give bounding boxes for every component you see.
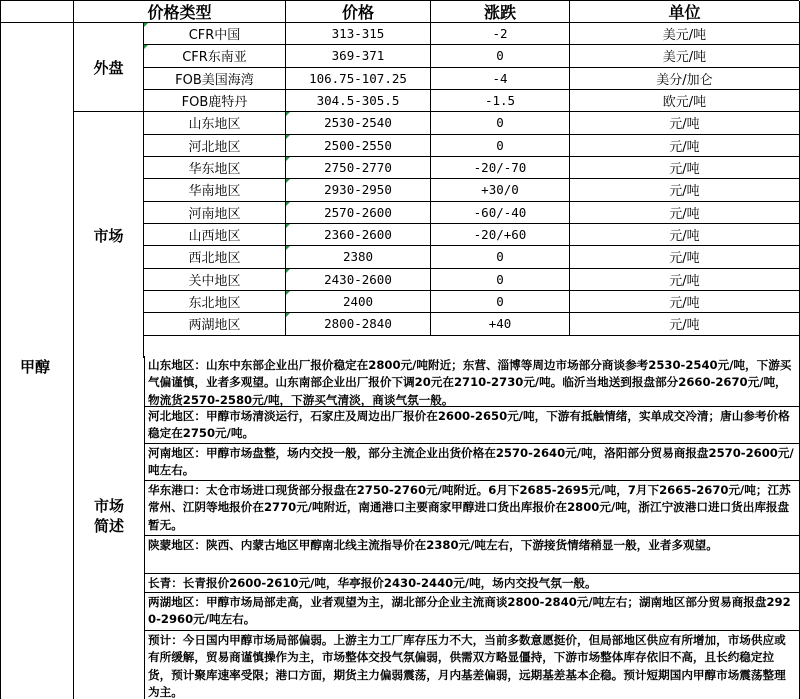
outer-name: FOB美国海湾 — [144, 68, 286, 90]
summary-label-text: 市场简述 — [94, 497, 125, 535]
market-summary-section — [0, 356, 799, 699]
note-henan: 河南地区：甲醇市场盘整，场内交投一般，部分主流企业出货价格在2570-2640元/吨，洛阳部分贸易商报盘2570-2600元/吨左右。 — [145, 444, 800, 481]
note-changqing: 长青：长青报价2600-2610元/吨，华亭报价2430-2440元/吨，场内交投气氛一般。 — [145, 574, 800, 593]
outer-unit: 美元/吨 — [570, 23, 800, 45]
product-column — [1, 23, 74, 358]
group-market: 市场 — [74, 112, 144, 358]
outer-unit: 美元/吨 — [570, 45, 800, 67]
market-change: -20/-70 — [431, 157, 570, 179]
market-price: 2380 — [286, 246, 431, 268]
note-shaanxi-inner-mongolia: 陕蒙地区：陕西、内蒙古地区甲醇南北线主流指导价在2380元/吨左右，下游接货情绪稍显一般，业者多观望。 — [145, 536, 800, 574]
product-column-lower — [1, 356, 74, 699]
market-change: 0 — [431, 291, 570, 313]
note-hubei-hunan: 两湖地区：甲醇市场局部走高，业者观望为主，湖北部分企业主流商谈2800-2840元/吨左右；湖南地区部分贸易商报盘2920-2960元/吨左右。 — [145, 593, 800, 631]
market-price: 2750-2770 — [286, 157, 431, 179]
header-price: 价格 — [286, 1, 431, 23]
market-price: 2400 — [286, 291, 431, 313]
outer-price: 304.5-305.5 — [286, 90, 431, 112]
header-price-type: 价格类型 — [74, 1, 286, 23]
notes-list — [145, 356, 800, 699]
market-name: 两湖地区 — [144, 313, 286, 335]
market-name: 华南地区 — [144, 179, 286, 201]
market-price: 2430-2600 — [286, 269, 431, 291]
market-unit: 元/吨 — [570, 157, 800, 179]
note-shandong: 山东地区：山东中东部企业出厂报价稳定在2800元/吨附近；东营、淄博等周边市场部分商谈参考2530-2540元/吨，下游买气偏谨慎，业者多观望。山东南部企业出厂报价下调20元在2710-2730元/吨。临沂当地送到报盘部分2660-2670元/吨，物流货2570-2580元/吨，下游买气清淡，商谈气氛一般。 — [145, 356, 800, 407]
market-price: 2570-2600 — [286, 202, 431, 224]
market-change: +30/0 — [431, 179, 570, 201]
outer-price: 106.75-107.25 — [286, 68, 431, 90]
market-change: 0 — [431, 246, 570, 268]
market-name: 关中地区 — [144, 269, 286, 291]
market-change: -20/+60 — [431, 224, 570, 246]
outer-change: -1.5 — [431, 90, 570, 112]
header-corner — [1, 1, 74, 23]
summary-label-column — [74, 356, 145, 699]
market-name: 河北地区 — [144, 135, 286, 157]
market-name: 东北地区 — [144, 291, 286, 313]
market-price: 2500-2550 — [286, 135, 431, 157]
outer-price: 313-315 — [286, 23, 431, 45]
market-change: -60/-40 — [431, 202, 570, 224]
market-price: 2930-2950 — [286, 179, 431, 201]
market-price: 2530-2540 — [286, 112, 431, 134]
market-price: 2800-2840 — [286, 313, 431, 335]
outer-price: 369-371 — [286, 45, 431, 67]
market-unit: 元/吨 — [570, 246, 800, 268]
outer-change: -4 — [431, 68, 570, 90]
outer-name: FOB鹿特丹 — [144, 90, 286, 112]
market-unit: 元/吨 — [570, 224, 800, 246]
market-unit: 元/吨 — [570, 313, 800, 335]
note-forecast: 预计：今日国内甲醇市场局部偏弱。上游主力工厂库存压力不大，当前多数意愿挺价，但局部地区供应有所增加，市场供应或有所缓解，贸易商谨慎操作为主，市场整体交投气氛偏弱，供需双方略显僵持，下游市场整体库存依旧不高，且长约稳定拉货，预计聚库速率受限；港口方面，期货主力偏弱震荡，月内基差偏弱，远期基差基本企稳。预计短期国内甲醇市场震荡整理为主。 — [145, 631, 800, 699]
summary-label — [74, 496, 144, 536]
market-change: 0 — [431, 112, 570, 134]
market-price: 2360-2600 — [286, 224, 431, 246]
market-change: 0 — [431, 269, 570, 291]
header-change: 涨跌 — [431, 1, 570, 23]
market-unit: 元/吨 — [570, 269, 800, 291]
market-name: 山东地区 — [144, 112, 286, 134]
outer-change: 0 — [431, 45, 570, 67]
market-name: 山西地区 — [144, 224, 286, 246]
market-change: +40 — [431, 313, 570, 335]
note-hebei: 河北地区：甲醇市场清淡运行，石家庄及周边出厂报价在2600-2650元/吨，下游有抵触情绪，实单成交冷清；唐山参考价格稳定在2750元/吨。 — [145, 407, 800, 444]
product-label: 甲醇 — [20, 358, 51, 376]
market-unit: 元/吨 — [570, 112, 800, 134]
market-unit: 元/吨 — [570, 135, 800, 157]
market-change: 0 — [431, 135, 570, 157]
outer-unit: 欧元/吨 — [570, 90, 800, 112]
group-outer: 外盘 — [74, 23, 144, 112]
market-name: 华东地区 — [144, 157, 286, 179]
market-name: 西北地区 — [144, 246, 286, 268]
outer-name: CFR东南亚 — [144, 45, 286, 67]
market-unit: 元/吨 — [570, 291, 800, 313]
note-east-china-port: 华东港口：太仓市场进口现货部分报盘在2750-2760元/吨附近。6月下2685-2695元/吨，7月下2665-2670元/吨；江苏常州、江阴等地报价在2770元/吨附近，南通港口主要商家甲醇进口货出库报价在2800元/吨，浙江宁波港口进口货出库报盘暂无。 — [145, 481, 800, 536]
spacer-row — [144, 336, 800, 358]
outer-name: CFR中国 — [144, 23, 286, 45]
outer-unit: 美分/加仑 — [570, 68, 800, 90]
header-unit: 单位 — [570, 1, 800, 23]
outer-change: -2 — [431, 23, 570, 45]
market-unit: 元/吨 — [570, 179, 800, 201]
market-name: 河南地区 — [144, 202, 286, 224]
market-unit: 元/吨 — [570, 202, 800, 224]
